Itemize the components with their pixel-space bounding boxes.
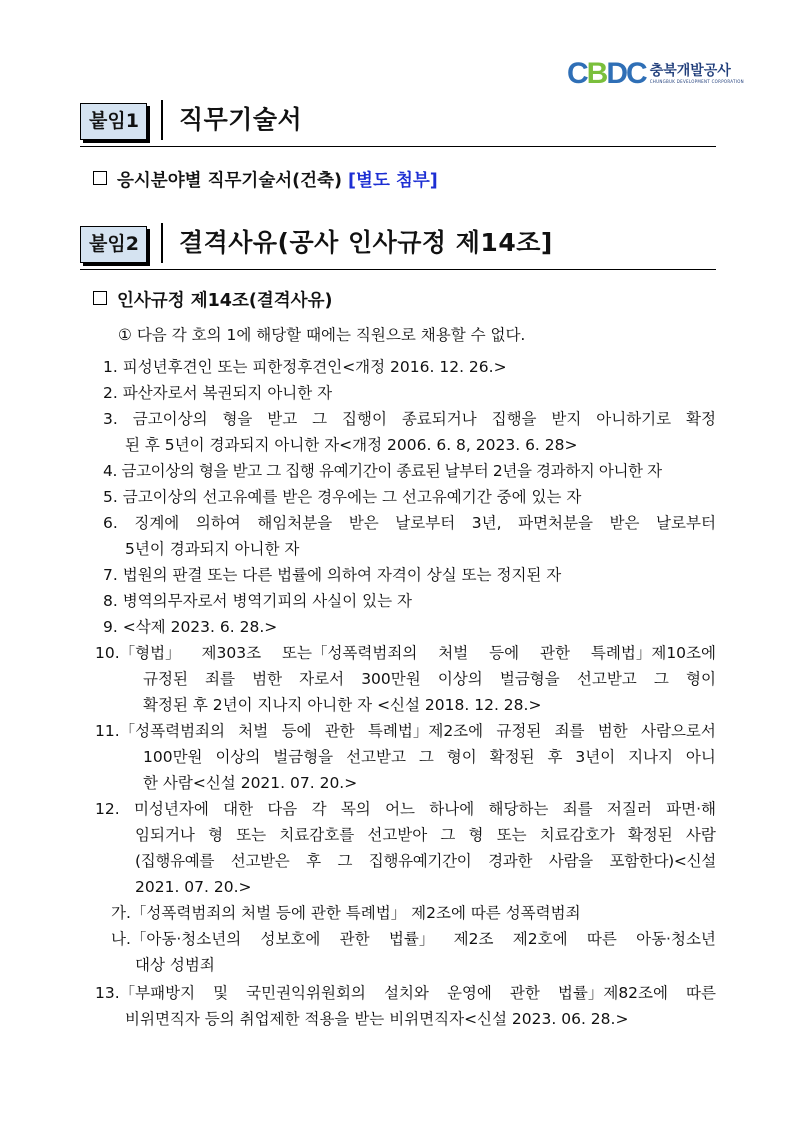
word: (집행유예를 [135,852,215,870]
list-item: 7. 법원의 판결 또는 다른 법률에 의하여 자격이 상실 또는 정지된 자 [103,566,562,584]
word: 3년이 [575,748,616,766]
word: 죄를 [554,722,585,740]
list-item [95,982,716,1004]
word: 운영에 [446,984,492,1002]
word: 파면처분을 [518,514,593,532]
word: 치료감호를 [279,826,355,844]
section2-divider [161,223,163,263]
word: 지나지 [628,748,673,766]
word: 관한 [339,930,370,948]
word: 설치와 [383,984,429,1002]
word: 따른 [686,984,716,1002]
list-item: 5. 금고이상의 선고유예를 받은 경우에는 그 선고유예기간 중에 있는 자 [103,488,582,506]
list-item-continuation: 한 사람<신설 2021. 07. 20.> [143,774,358,792]
logo-mark: CBDC [567,57,646,90]
word: 형이 [446,748,477,766]
attachment-note: [별도 첨부] [348,171,438,191]
word: 그 [653,670,669,688]
word: 100만원 [143,748,203,766]
word: 자로서 [299,670,345,688]
word: 사람 [685,826,716,844]
list-item-continuation [135,850,716,872]
word: 후 [306,852,321,870]
word: 집행유예기간이 [368,852,472,870]
list-item: 1. 피성년후견인 또는 피한정후견인<개정 2016. 12. 26.> [103,358,507,376]
word: 법률」제82조에 [557,984,668,1002]
section2-tag: 붙임2 [80,226,147,263]
word: 후 [547,748,563,766]
word: 아동·청소년 [636,930,716,948]
list-item [103,512,716,534]
word: 관한 [540,644,570,662]
word: 대한 [223,800,254,818]
section2-subheading: 인사규정 제14조(결격사유) [93,289,333,313]
word: 처벌 [238,722,269,740]
word: 사람으로서 [641,722,716,740]
word: 금고이상의 [132,410,208,428]
list-item [95,720,716,742]
list-item-continuation: 5년이 경과되지 아니한 자 [125,540,300,558]
list-item: 9. <삭제 2023. 6. 28.> [103,618,278,636]
word: 죄를 [205,670,235,688]
word: 처벌 [438,644,469,662]
word: 경과한 [488,852,533,870]
word: 하나에 [429,800,475,818]
word: 아니하기로 [596,410,672,428]
word: 3. [103,410,118,428]
list-item-continuation [143,668,716,690]
list-item: 4. 금고이상의 형을 받고 그 집행 유예기간이 종료된 날부터 2년을 경과하지 아니한 자 [103,462,662,480]
checkbox-square-icon [93,291,107,305]
word: 이상의 [215,748,261,766]
word: 범한 [597,722,628,740]
list-item [103,408,716,430]
word: 다음 [267,800,298,818]
list-item [95,798,716,820]
word: 포함한다)<신설 [609,852,716,870]
word: 미성년자에 [133,800,209,818]
checkbox-square-icon [93,171,107,185]
word: 형이 [685,670,716,688]
word: 종료되거나 [401,410,477,428]
word: 국민권익위원회의 [246,984,366,1002]
word: 임되거나 [135,826,195,844]
word: 받고 [267,410,298,428]
word: 또는「성폭력범죄의 [282,644,418,662]
list-item-continuation [143,746,716,768]
word: 어느 [385,800,416,818]
word: 선고받아 [367,826,428,844]
word: 벌금형을 [499,670,560,688]
word: 제2조 [453,930,494,948]
word: 저질러 [606,800,652,818]
list-item: 8. 병역의무자로서 병역기피의 사실이 있는 자 [103,592,412,610]
list-item [95,642,716,664]
word: 집행이 [342,410,387,428]
word: 법률」 [388,930,435,948]
logo-name-ko: 충북개발공사 [649,63,731,79]
word: 이상의 [437,670,483,688]
word: 사람을 [548,852,593,870]
word: 집행을 [491,410,537,428]
word: 관한 [324,722,355,740]
word: 의하여 [195,514,241,532]
sub-item-continuation: 대상 성범죄 [135,956,215,974]
word: 성보호에 [260,930,321,948]
word: 나.「아동·청소년의 [111,930,242,948]
word: 범한 [252,670,283,688]
word: 규정된 [496,722,542,740]
word: 그 [312,410,328,428]
word: 특례법」제10조에 [590,644,716,662]
word: 등에 [489,644,520,662]
list-item: 2. 파산자로서 복권되지 아니한 자 [103,384,333,402]
word: 죄를 [562,800,593,818]
word: 6. [103,514,118,532]
word: 확정된 [627,826,673,844]
word: 선고받고 [346,748,406,766]
word: 선고받고 [576,670,637,688]
word: 그 [440,826,456,844]
word: 확정 [686,410,716,428]
word: 파면·해 [666,800,716,818]
section1-title: 직무기술서 [178,105,303,134]
sub-item: 가.「성폭력범죄의 처벌 등에 관한 특례법」 제2조에 따른 성폭력범죄 [111,904,581,922]
word: 확정된 [489,748,535,766]
section1-subheading: 응시분야별 직무기술서(건축) [별도 첨부] [93,169,438,193]
word: 형을 [222,410,253,428]
word: 및 [213,984,229,1002]
word: 그 [337,852,353,870]
word: 제2호에 [512,930,568,948]
word: 따른 [586,930,617,948]
section1-divider [161,100,163,140]
word: 관한 [509,984,540,1002]
word: 벌금형을 [273,748,334,766]
word: 각 [311,800,327,818]
intro-clause: ① 다음 각 호의 1에 해당할 때에는 직원으로 채용할 수 없다. [118,326,526,344]
word: 해임처분을 [257,514,333,532]
list-item-continuation [135,824,716,846]
section1-header [80,96,716,147]
word: 3년, [471,514,502,532]
list-item-continuation: 비위면직자 등의 취업제한 적용을 받는 비위면직자<신설 2023. 06. 28.> [125,1010,629,1028]
word: 규정된 [143,670,188,688]
sub-item [111,928,716,950]
word: 날로부터 [656,514,716,532]
word: 그 [418,748,434,766]
word: 선고받은 [230,852,290,870]
section2-title: 결격사유(공사 인사규정 제14조] [178,228,553,257]
word: 10.「형법」 [95,644,181,662]
word: 13.「부패방지 [95,984,196,1002]
word: 특례법」제2조에 [367,722,484,740]
word: 아니 [685,748,716,766]
word: 치료감호가 [539,826,615,844]
word: 받은 [609,514,640,532]
list-item-continuation: 된 후 5년이 경과되지 아니한 자<개정 2006. 6. 8, 2023. 6. 28> [125,436,578,454]
word: 등에 [281,722,312,740]
word: 목의 [340,800,371,818]
company-logo [567,58,744,90]
word: 해당하는 [488,800,549,818]
word: 또는 [236,826,267,844]
list-item-continuation: 2021. 07. 20.> [135,878,252,896]
logo-name-en: CHUNGBUK DEVELOPMENT CORPORATION [649,79,744,84]
word: 받지 [551,410,582,428]
section1-tag: 붙임1 [80,103,147,140]
word: 받은 [348,514,379,532]
word: 형 [468,826,484,844]
word: 날로부터 [395,514,456,532]
word: 또는 [496,826,527,844]
section2-header [80,219,716,270]
word: 300만원 [361,670,421,688]
word: 12. [95,800,120,818]
list-item-continuation: 확정된 후 2년이 지나지 아니한 자 <신설 2018. 12. 28.> [143,696,542,714]
word: 징계에 [134,514,180,532]
word: 11.「성폭력범죄의 [95,722,225,740]
word: 형 [208,826,224,844]
word: 제303조 [201,644,262,662]
